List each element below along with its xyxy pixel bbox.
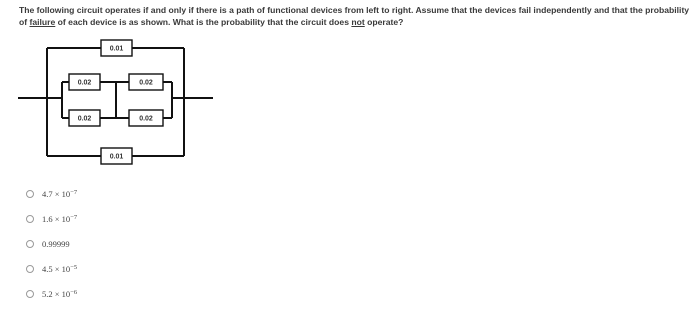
option-4-text [42, 264, 77, 274]
question-part-3: operate? [364, 17, 404, 27]
radio-button[interactable] [26, 265, 34, 273]
option-2-exponent: −7 [70, 214, 78, 221]
option-3-value: 0.99999 [42, 239, 70, 249]
device-lower-left-label: 0.02 [77, 115, 92, 123]
answer-option-2[interactable] [26, 212, 77, 226]
device-upper-right-label: 0.02 [139, 79, 153, 87]
device-lower-right-label: 0.02 [139, 115, 153, 123]
option-2-text [42, 214, 77, 224]
option-4-mantissa: 4.5 × 10 [42, 264, 71, 274]
answer-option-3[interactable] [26, 237, 70, 251]
question-not-emphasis: not [351, 17, 365, 27]
answer-option-4[interactable] [26, 262, 77, 276]
device-upper-left-label: 0.02 [77, 79, 92, 87]
radio-button[interactable] [26, 190, 34, 198]
question-failure-emphasis: failure [29, 17, 56, 27]
option-1-exponent: −7 [70, 189, 78, 196]
option-1-mantissa: 4.7 × 10 [42, 189, 71, 199]
answer-option-5[interactable] [26, 287, 77, 301]
option-5-mantissa: 5.2 × 10 [42, 289, 71, 299]
option-5-exponent: −6 [70, 289, 78, 296]
device-top-label: 0.01 [109, 45, 124, 53]
option-5-text [42, 289, 77, 299]
option-4-exponent: −5 [70, 264, 78, 271]
device-bottom-label: 0.01 [109, 153, 124, 161]
radio-button[interactable] [26, 240, 34, 248]
radio-button[interactable] [26, 290, 34, 298]
question-part-1: The following circuit operates if and only if there is a path of functional devices from left to right. Assume that the devices fail independently and that the probability of [19, 5, 690, 27]
question-part-2: of each device is as shown. What is the probability that the circuit does [55, 17, 352, 27]
answer-option-1[interactable] [26, 187, 77, 201]
option-3-text [42, 239, 70, 249]
option-2-mantissa: 1.6 × 10 [42, 214, 71, 224]
radio-button[interactable] [26, 215, 34, 223]
option-1-text [42, 189, 77, 199]
